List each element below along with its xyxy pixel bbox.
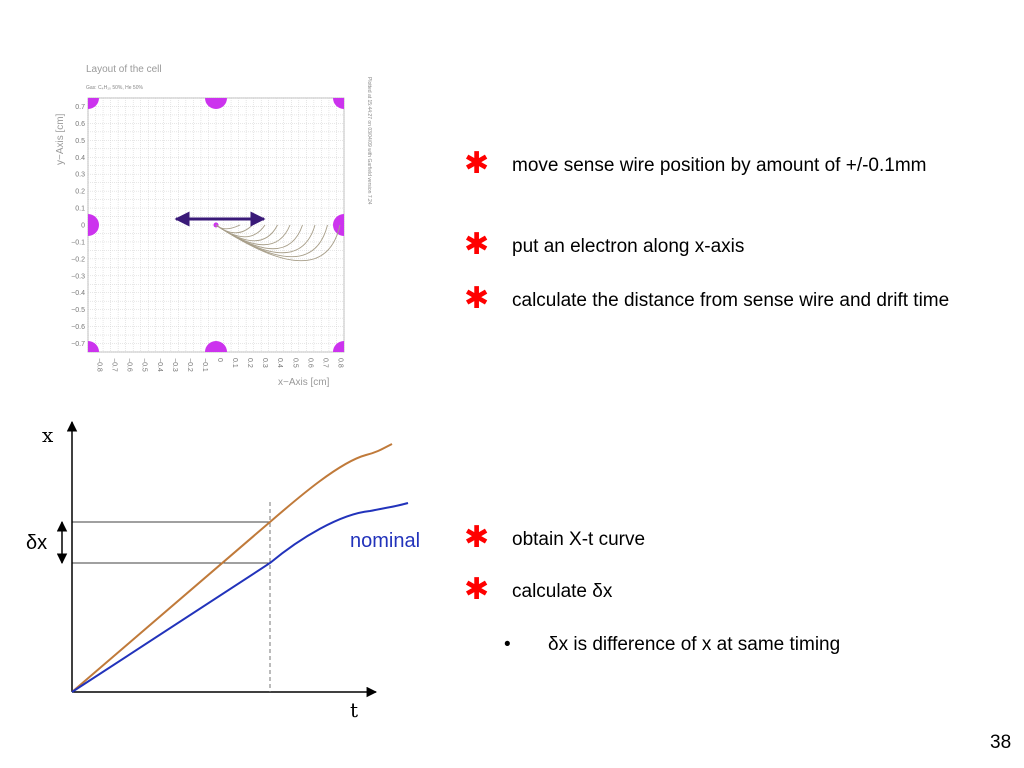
cell-plot-y-tick-label: −0.1 [71,239,85,247]
field-wire-marker [333,87,355,109]
cell-plot-y-tick-label: −0.3 [71,273,85,281]
cell-plot-x-tick-label: −0.6 [125,358,133,372]
cell-plot-y-tick-label: −0.5 [71,307,85,315]
cell-plot-x-tick-label: 0.6 [306,358,314,368]
cell-plot-y-tick-label: 0.7 [75,103,85,111]
cell-plot-svg [50,55,380,395]
cell-plot-y-tick-label: 0.1 [75,205,85,213]
sub-bullet-dot-icon: • [504,634,511,655]
field-wire-marker [333,214,355,236]
xt-t-axis-label: t [350,698,359,722]
cell-plot-x-axis-label: x−Axis [cm] [278,377,330,388]
cell-plot-x-tick-label: 0.7 [321,358,329,368]
cell-plot-y-tick-label: −0.6 [71,324,85,332]
cell-plot-y-tick-label: 0.4 [75,154,85,162]
cell-plot-title: Layout of the cell [86,64,162,75]
delta-x-label: δx [26,532,48,554]
cell-plot-x-tick-label: −0.4 [155,358,163,372]
bullet-text: move sense wire position by amount of +/-0.1mm [512,155,927,176]
bullet-text: obtain X-t curve [512,529,646,550]
cell-plot-side-note: Plotted at 15:44:27 on 03/04/09 with Garfield version 7.24 [366,77,372,205]
bullet-star-icon: ✱ [464,227,490,262]
cell-plot-x-tick-label: 0.3 [261,358,269,368]
page-number: 38 [990,732,1012,753]
cell-plot-y-ticks [71,104,85,348]
xt-curve-plot [20,410,440,730]
cell-plot-gas-line: Gas: C₄H₁₀ 50%, He 50% [86,85,143,91]
cell-plot-x-tick-label: 0 [216,358,223,362]
cell-plot-x-ticks [96,358,344,372]
bullet-star-icon: ✱ [464,572,490,607]
cell-plot-x-tick-label: 0.8 [336,358,344,368]
cell-plot-y-tick-label: −0.2 [71,256,85,264]
bullet-text: calculate δx [512,581,613,602]
cell-plot-y-tick-label: 0.2 [75,188,85,196]
xt-curve-shifted [72,444,392,692]
cell-plot-x-tick-label: −0.2 [185,358,193,372]
bullet-text: calculate the distance from sense wire and drift time [512,290,950,311]
bullet-star-icon: ✱ [464,520,490,555]
bullet-text: put an electron along x-axis [512,236,745,257]
field-wire-marker [205,87,227,109]
bullet-star-icon: ✱ [464,146,490,181]
cell-plot-x-tick-label: 0.4 [276,358,284,368]
cell-plot-x-tick-label: −0.3 [170,358,178,372]
cell-plot-y-tick-label: 0.5 [75,137,85,145]
drift-line [216,225,278,241]
cell-plot-x-tick-label: 0.1 [231,358,239,368]
cell-plot-x-tick-label: 0.5 [291,358,299,368]
cell-plot-y-tick-label: 0 [81,222,85,230]
cell-plot-x-tick-label: 0.2 [246,358,254,368]
cell-plot-y-axis-label: y−Axis [cm] [55,113,66,165]
cell-plot-y-tick-label: −0.4 [71,290,85,298]
xt-plot-svg [20,410,440,730]
cell-plot-y-tick-label: −0.7 [71,341,85,349]
cell-plot-x-tick-label: −0.7 [110,358,118,372]
cell-plot-x-tick-label: −0.1 [200,358,208,372]
sub-bullet-text: δx is difference of x at same timing [548,634,841,655]
bullet-star-icon: ✱ [464,281,490,316]
cell-plot-y-tick-label: 0.3 [75,171,85,179]
cell-plot-x-tick-label: −0.5 [140,358,148,372]
cell-plot-x-tick-label: −0.8 [95,358,103,372]
cell-layout-plot [50,55,380,395]
cell-plot-y-tick-label: 0.6 [75,120,85,128]
nominal-label: nominal [350,530,421,552]
xt-x-axis-label: x [42,423,54,447]
